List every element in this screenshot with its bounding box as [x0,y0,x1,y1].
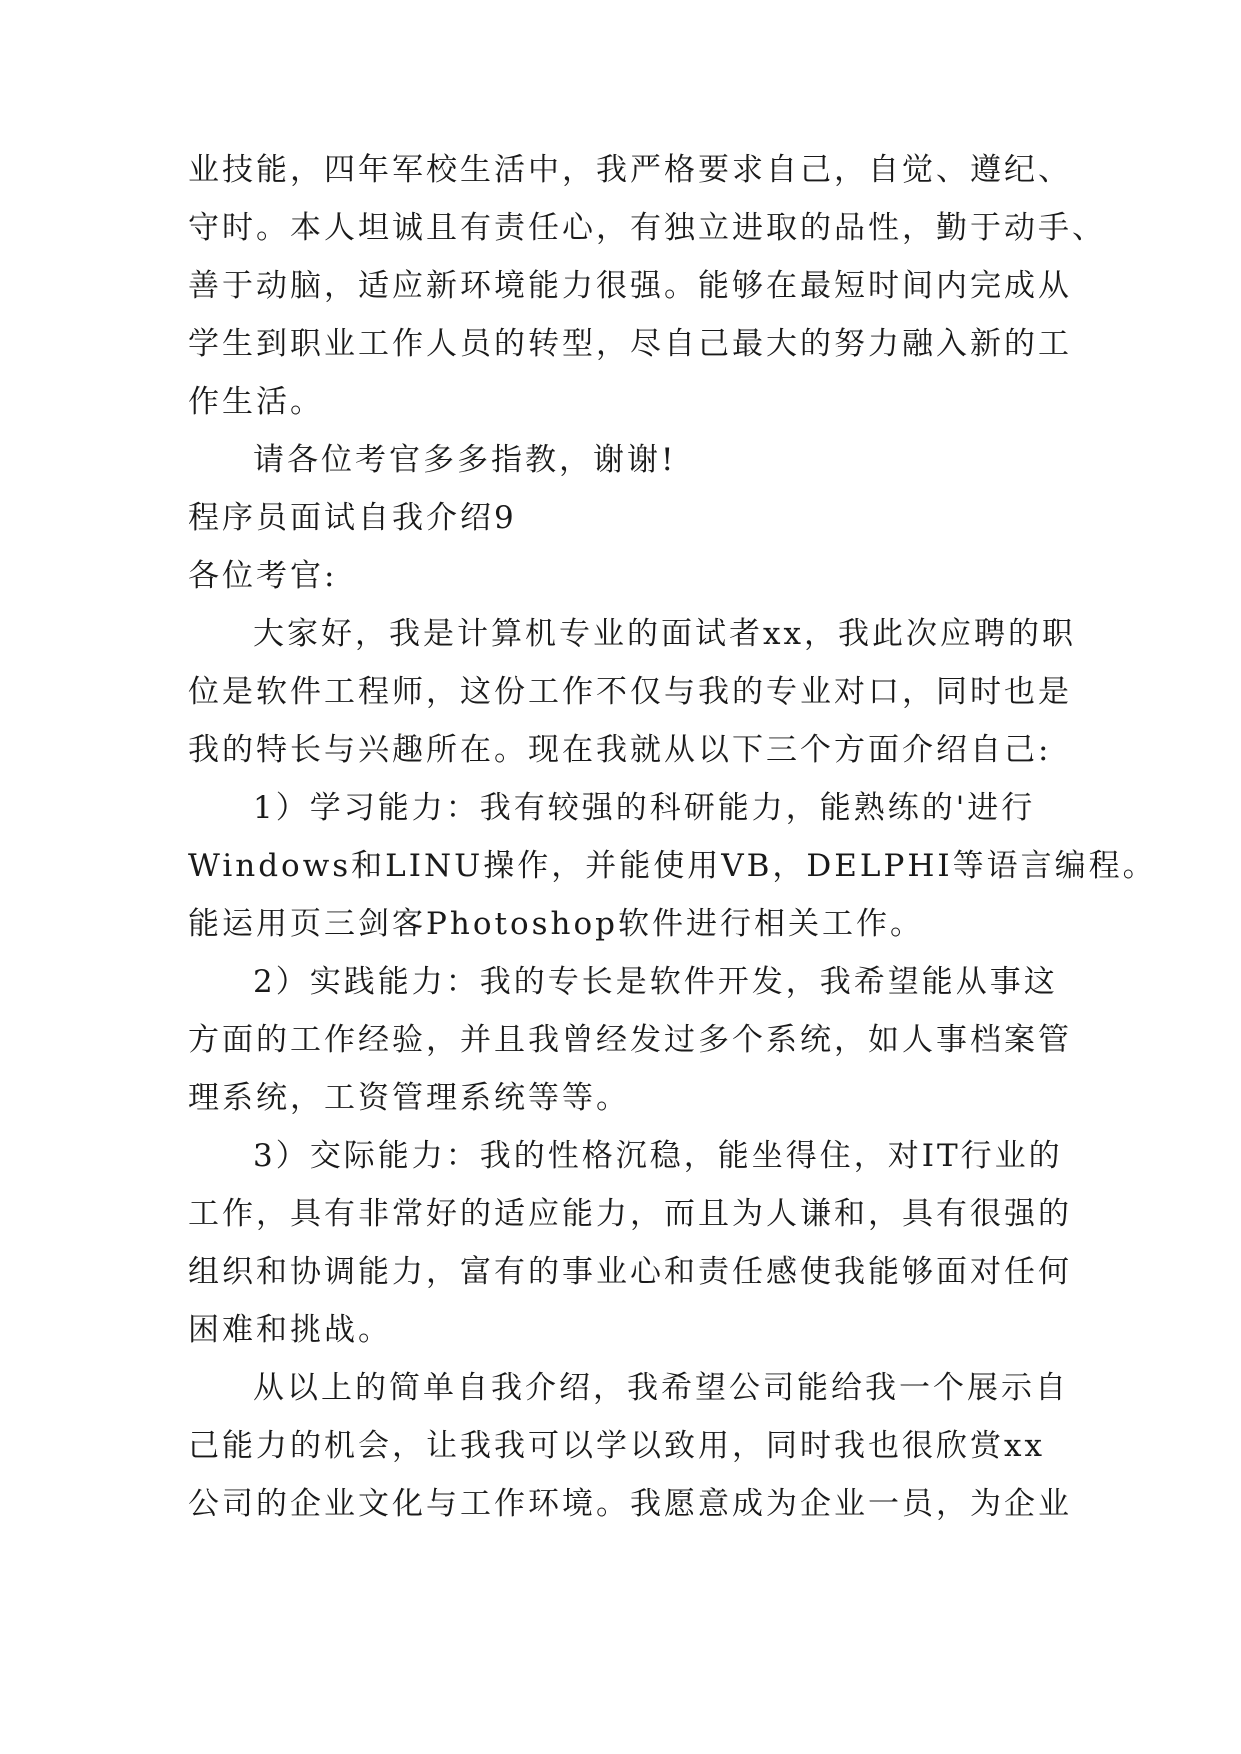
text-line: 公司的企业文化与工作环境。我愿意成为企业一员，为企业 [188,1486,1072,1522]
text-line: 理系统，工资管理系统等等。 [188,1080,630,1116]
text-line: 己能力的机会，让我我可以学以致用，同时我也很欣赏xx [188,1428,1045,1464]
text-line: 我的特长与兴趣所在。现在我就从以下三个方面介绍自己: [188,732,1052,768]
text-line: 学生到职业工作人员的转型，尽自己最大的努力融入新的工 [188,326,1072,362]
text-line: 大家好，我是计算机专业的面试者xx，我此次应聘的职 [253,616,1076,652]
text-line: 组织和协调能力，富有的事业心和责任感使我能够面对任何 [188,1254,1072,1290]
section-heading: 程序员面试自我介绍9 [188,500,517,536]
text-line: Windows和LINU操作，并能使用VB，DELPHI等语言编程。 [188,848,1157,884]
text-line: 能运用页三剑客Photoshop软件进行相关工作。 [188,906,924,942]
text-line: 困难和挑战。 [188,1312,392,1348]
text-line: 作生活。 [188,384,324,420]
text-line: 2）实践能力：我的专长是软件开发，我希望能从事这 [253,964,1058,1000]
text-line: 业技能，四年军校生活中，我严格要求自己，自觉、遵纪、 [188,152,1072,188]
text-line: 1）学习能力：我有较强的科研能力，能熟练的'进行 [253,790,1036,826]
text-line: 工作，具有非常好的适应能力，而且为人谦和，具有很强的 [188,1196,1072,1232]
text-line: 从以上的简单自我介绍，我希望公司能给我一个展示自 [253,1370,1069,1406]
text-line: 善于动脑，适应新环境能力很强。能够在最短时间内完成从 [188,268,1072,304]
text-line: 3）交际能力：我的性格沉稳，能坐得住，对IT行业的 [253,1138,1063,1174]
text-line: 守时。本人坦诚且有责任心，有独立进取的品性，勤于动手、 [188,210,1106,246]
text-line: 请各位考官多多指教，谢谢! [253,442,677,478]
text-line: 方面的工作经验，并且我曾经发过多个系统，如人事档案管 [188,1022,1072,1058]
salutation: 各位考官: [188,558,338,594]
text-line: 位是软件工程师，这份工作不仅与我的专业对口，同时也是 [188,674,1072,710]
